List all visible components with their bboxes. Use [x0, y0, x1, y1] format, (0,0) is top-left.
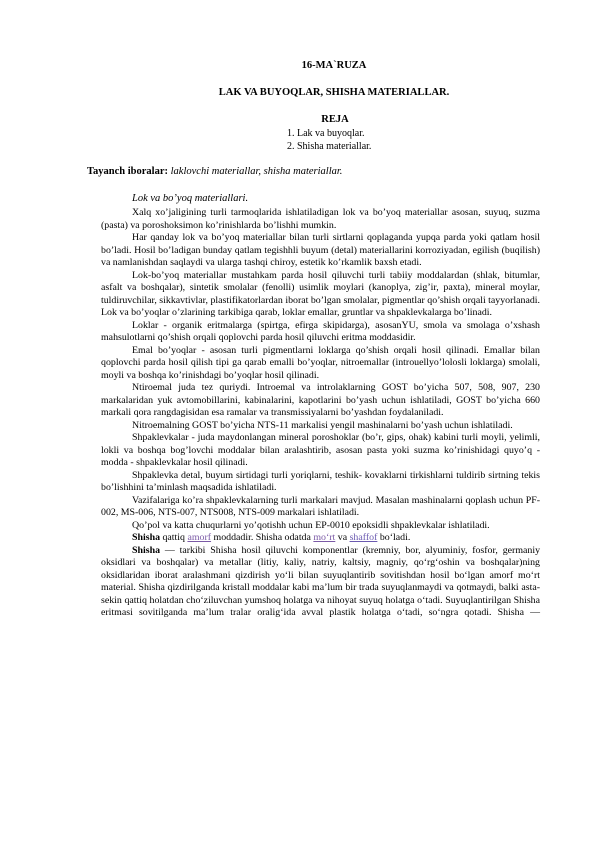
paragraph: Loklar - organik eritmalarga (spirtga, efirga skipidarga), asosanYU, smola va smolaga o’xshash mahsulotlarni qo’shish orqali qoplovchi parda hosil qiluvchi eritma moddasidir. [101, 319, 540, 343]
link-shaffof[interactable]: shaffof [349, 532, 378, 543]
text-span: bo‘ladi. [379, 532, 411, 543]
paragraph: Shpaklevkalar - juda maydonlangan mineral poroshoklar (bo’r, gips, ohak) kabini turli moyli, yelimli, lokli va boshqa bog’lovchi moddalar bilan aralashtirib, asosan pasta yoki suzma ko’rinishidagi quyo’q - modda - shpaklevkalar hosil qilinadi. [101, 432, 540, 468]
term-shisha: Shisha [132, 544, 161, 556]
text-span: qattiq [162, 532, 185, 543]
keywords-label: Tayanch iboralar: [87, 166, 168, 177]
text-span: — tarkibi Shisha hosil qiluvchi komponentlar (kremniy, bor, alyuminiy, fosfor, germaniy oksidlari va boshqalar) va metallar (litiy, kaliy, natriy, kaltsiy, magniy, qo‘rg‘oshin va boshqalar)ning oksidlaridan iborat aralashmani qizdirish yo‘li bilan suyuqlantirib sovitishdan hosil bo‘lgan amorf mo‘rt material. Shisha qizdirilganda kristall moddalar kabi ma’lum bir trada suyuqlanmaydi va qotmaydi, balki asta-sekin qattiq holatdan cho‘ziluvchan yumshoq holatga va nihoyat suyuq holatga o‘tadi. Suyuqlantirilgan Shisha eritmasi sovitilganda ma’lum tralar oralig‘ida avval plastik holatga o‘tadi, so‘ngra qotadi. Shisha — [101, 544, 541, 618]
plan-item: 1. Lak va buyoqlar. [287, 128, 365, 139]
keywords-text: laklovchi materiallar, shisha materiallar. [170, 166, 343, 177]
paragraph: Xalq xo’jaligining turli tarmoqlarida ishlatiladigan lok va bo’yoq materiallar asosan, suyuq, suzma (pasta) va poroshoksimon ko’rinishlarda bo’lishhi mumkin. [101, 207, 540, 231]
paragraph: Lok-bo’yoq materiallar mustahkam parda hosil qiluvchi turli tabiiy moddalardan (shlak, bitumlar, asfalt va boshqalar), sintetik smolalar (fenolli) usimlik moylari (kanoplya, zig’ir, paxta), mineral moylar, tuldiruvchilar, sikkavtivlar, plastifikatorlardan iborat bo’lgan smolalar, pigmentlar qo’shish orqali tayyorlanadi. Lok va bo’yoqlar o’zlarining tarkibiga qarab, loklar emallar, gruntlar va shpaklevkalarga bo’linadi. [101, 269, 540, 318]
paragraph: Har qanday lok va bo’yoq materiallar bilan turli sirtlarni qoplaganda yupqa parda yoki qatlam hosil bo’ladi. Hosil bo’ladigan bunday qatlam tegishhli buyum (detal) materiallarini korroziyadan, egilish (buqilish) va namlanishdan saqlaydi va ularga tashqi chiroy, estetik ko’rkamlik baxsh etadi. [101, 232, 540, 268]
link-amorf[interactable]: amorf [187, 532, 212, 543]
body-text [88, 207, 540, 620]
link-mort[interactable]: mo‘rt [313, 532, 336, 543]
keywords-line [87, 166, 342, 177]
plan-item: 2. Shisha materiallar. [287, 141, 372, 152]
paragraph: Shpaklevka detal, buyum sirtidagi turli yoriqlarni, teshik- kovaklarni tirkishlarni tuldirib sirtning tekis bo’lishhini ta’minlash maqsadida ishlatiladi. [101, 469, 540, 493]
text-span: moddadir. Shisha odatda [213, 532, 311, 543]
paragraph: Emal bo’yoqlar - asosan turli pigmentlarni loklarga qo’shish orqali hosil qilinadi. Emallar bilan qoplovchi parda hosil qilish tipi ga qarab emalli bo’yoqlar, nitroemallar (introuellyo’lolosli loklarga) smolali, moyli va boshqa ko’rinishdagi bo’yoqlar hosil qilinadi. [101, 344, 540, 381]
paragraph: Vazifalariga ko’ra shpaklevkalarning turli markalari mavjud. Masalan mashinalarni qoplash uchun PF-002, MS-006, NTS-007, NTS008, NTS-009 markalari ishlatiladi. [101, 494, 540, 518]
lecture-title: LAK VA BUYOQLAR, SHISHA MATERIALLAR. [218, 87, 450, 98]
paragraph: Qo’pol va katta chuqurlarni yo’qotishh uchun EP-0010 epoksidli shpaklevkalar ishlatiladi. [132, 519, 490, 531]
lecture-number: 16-MA`RUZA [301, 60, 367, 71]
plan-list [287, 127, 371, 153]
paragraph-shisha-definition [88, 532, 540, 545]
term-shisha: Shisha [132, 532, 161, 543]
paragraph: Ntiroemal juda tez quriydi. Introemal va introlaklarning GOST bo’yicha 507, 508, 907, 230 markalaridan yuk avtomobillarini, kabinalarini, kapotlarini bo’yash uchun ishlatiladi, GOST bo’yicha 660 markali qora rangdagisidan esa ramalar va transmissiyalarni bo’yashdan foydalaniladi. [101, 382, 540, 418]
text-span: va [337, 532, 348, 543]
section-title: Lok va bo’yoq materiallari. [132, 193, 249, 204]
paragraph: Nitroemalning GOST bo’yicha NTS-11 markalisi yengil mashinalarni bo’yash uchun ishlatiladi. [132, 419, 513, 431]
paragraph-shisha-composition [88, 545, 540, 620]
plan-heading: REJA [321, 114, 349, 125]
